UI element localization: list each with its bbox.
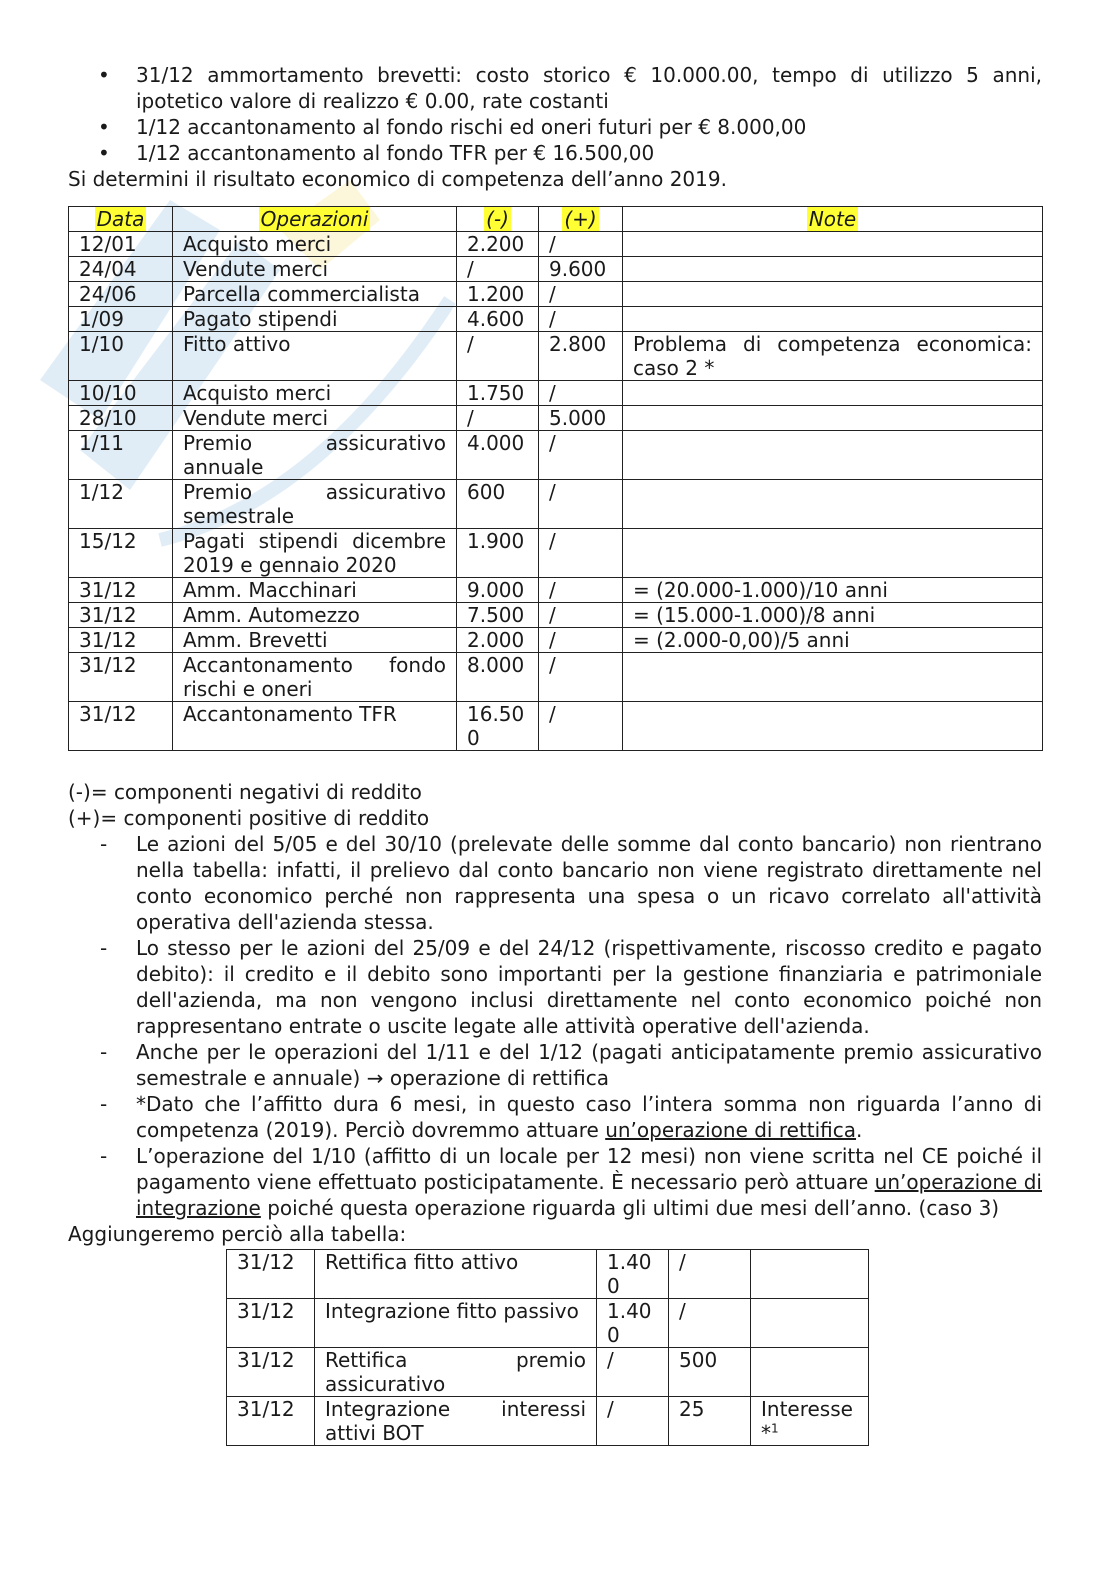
cell-minus: 9.000 — [457, 578, 539, 603]
cell-note — [623, 307, 1043, 332]
table-row — [69, 282, 1043, 307]
cell-plus: / — [669, 1250, 751, 1299]
cell-operation: Accantonamento TFR — [173, 702, 457, 751]
cell-plus: / — [539, 282, 623, 307]
cell-minus: / — [457, 332, 539, 381]
cell-plus: / — [669, 1299, 751, 1348]
header-data: Data — [96, 207, 145, 231]
cell-minus: / — [457, 257, 539, 282]
underlined-term: un’operazione di rettifica — [605, 1118, 857, 1142]
cell-date: 31/12 — [69, 653, 173, 702]
cell-note: = (20.000-1.000)/10 anni — [623, 578, 1043, 603]
cell-operation: Pagato stipendi — [173, 307, 457, 332]
cell-minus: / — [597, 1397, 669, 1446]
table-row — [69, 381, 1043, 406]
cell-note: = (15.000-1.000)/8 anni — [623, 603, 1043, 628]
cell-minus: / — [457, 406, 539, 431]
table-row — [69, 529, 1043, 578]
cell-date: 31/12 — [227, 1397, 315, 1446]
list-item: • 1/12 accantonamento al fondo TFR per € 16.500,00 — [98, 141, 655, 165]
cell-date: 31/12 — [69, 702, 173, 751]
cell-date: 10/10 — [69, 381, 173, 406]
adjustments-table — [226, 1249, 869, 1446]
table-row — [227, 1397, 869, 1446]
cell-plus: / — [539, 628, 623, 653]
list-item: • 1/12 accantonamento al fondo rischi ed oneri futuri per € 8.000,00 — [98, 115, 807, 139]
header-minus: (-) — [486, 207, 509, 231]
header-note: Note — [808, 207, 857, 231]
cell-plus: / — [539, 603, 623, 628]
table-row — [69, 480, 1043, 529]
cell-date: 31/12 — [69, 603, 173, 628]
table-row — [69, 603, 1043, 628]
cell-plus: 5.000 — [539, 406, 623, 431]
cell-minus: 1.900 — [457, 529, 539, 578]
table-row — [227, 1250, 869, 1299]
cell-minus: 4.000 — [457, 431, 539, 480]
cell-minus: 16.50 0 — [457, 702, 539, 751]
cell-operation: Accantonamento fondo rischi e oneri — [173, 653, 457, 702]
cell-note — [751, 1250, 869, 1299]
table-row — [227, 1299, 869, 1348]
cell-date: 31/12 — [69, 628, 173, 653]
table-row — [227, 1348, 869, 1397]
footnote-mark: 1 — [771, 1421, 779, 1436]
cell-minus: 4.600 — [457, 307, 539, 332]
cell-plus: / — [539, 381, 623, 406]
header-operazioni: Operazioni — [260, 207, 369, 231]
cell-operation: Vendute merci — [173, 406, 457, 431]
cell-operation: Rettifica premio assicurativo — [315, 1348, 597, 1397]
cell-minus: 1.40 0 — [597, 1299, 669, 1348]
cell-operation: Pagati stipendi dicembre 2019 e gennaio 2020 — [173, 529, 457, 578]
cell-minus: 2.000 — [457, 628, 539, 653]
cell-note — [751, 1299, 869, 1348]
cell-operation: Amm. Macchinari — [173, 578, 457, 603]
cell-minus: 1.750 — [457, 381, 539, 406]
list-item: - Anche per le operazioni del 1/11 e del 1/12 (pagati anticipatamente premio assicurativo semestrale e annuale) → operazione di rettifica — [100, 1040, 1042, 1090]
cell-operation: Premio assicurativo annuale — [173, 431, 457, 480]
cell-date: 15/12 — [69, 529, 173, 578]
cell-minus: 1.200 — [457, 282, 539, 307]
cell-date: 24/04 — [69, 257, 173, 282]
table-row — [69, 431, 1043, 480]
cell-plus: / — [539, 529, 623, 578]
cell-operation: Integrazione interessi attivi BOT — [315, 1397, 597, 1446]
legend-plus: (+)= componenti positive di reddito — [68, 806, 430, 830]
cell-minus: / — [597, 1348, 669, 1397]
table-row — [69, 307, 1043, 332]
cell-date: 31/12 — [69, 578, 173, 603]
cell-note — [623, 529, 1043, 578]
cell-plus: / — [539, 307, 623, 332]
cell-minus: 7.500 — [457, 603, 539, 628]
cell-date: 31/12 — [227, 1348, 315, 1397]
arrow-icon: → — [366, 1066, 384, 1090]
list-item: - Le azioni del 5/05 e del 30/10 (prelevate delle somme dal conto bancario) non rientrano nella tabella: infatti, il prelievo dal conto bancario non viene registrato direttamente nel conto economico perché non rappresenta una spesa o un ricavo correlato all'attività operativa dell'azienda stessa. — [100, 832, 1042, 934]
cell-note — [623, 282, 1043, 307]
legend-minus: (-)= componenti negativi di reddito — [68, 780, 422, 804]
cell-note — [623, 257, 1043, 282]
list-item: - Lo stesso per le azioni del 25/09 e del 24/12 (rispettivamente, riscosso credito e pagato debito): il credito e il debito sono importanti per la gestione finanziaria e patrimoniale dell'azienda, ma non vengono inclusi direttamente nel conto economico poiché non rappresentano entrate o uscite legate alle attività operative dell'azienda. — [100, 936, 1042, 1038]
underlined-term: un’operazione di integrazione — [136, 1170, 1042, 1220]
intro-bullet-list — [68, 62, 1042, 166]
document-page — [68, 62, 1042, 1446]
cell-date: 1/10 — [69, 332, 173, 381]
cell-minus: 2.200 — [457, 232, 539, 257]
cell-note — [623, 653, 1043, 702]
cell-note — [623, 232, 1043, 257]
table-row — [69, 257, 1043, 282]
cell-note — [623, 381, 1043, 406]
cell-note — [623, 431, 1043, 480]
cell-date: 1/11 — [69, 431, 173, 480]
cell-note — [623, 480, 1043, 529]
cell-note — [623, 406, 1043, 431]
cell-minus: 8.000 — [457, 653, 539, 702]
cell-plus: / — [539, 702, 623, 751]
cell-date: 1/09 — [69, 307, 173, 332]
notes-list — [68, 831, 1042, 1221]
cell-operation: Fitto attivo — [173, 332, 457, 381]
cell-minus: 600 — [457, 480, 539, 529]
legend — [68, 779, 1042, 831]
table-row — [69, 232, 1043, 257]
cell-operation: Amm. Automezzo — [173, 603, 457, 628]
table-row — [69, 578, 1043, 603]
cell-plus: / — [539, 431, 623, 480]
intro-question: Si determini il risultato economico di competenza dell’anno 2019. — [68, 167, 727, 191]
cell-minus: 1.40 0 — [597, 1250, 669, 1299]
table-row — [69, 702, 1043, 751]
list-item: - L’operazione del 1/10 (affitto di un locale per 12 mesi) non viene scritta nel CE poiché il pagamento viene effettuato posticipatamente. È necessario però attuare un’operazione di integrazione poiché questa operazione riguarda gli ultimi due mesi dell’anno. (caso 3) — [100, 1144, 1042, 1220]
cell-note: Problema di competenza economica: caso 2 * — [623, 332, 1043, 381]
cell-operation: Acquisto merci — [173, 381, 457, 406]
cell-operation: Amm. Brevetti — [173, 628, 457, 653]
table-row — [69, 332, 1043, 381]
cell-plus: 2.800 — [539, 332, 623, 381]
list-item: • 31/12 ammortamento brevetti: costo storico € 10.000.00, tempo di utilizzo 5 anni, ipotetico valore di realizzo € 0.00, rate costanti — [98, 63, 1042, 113]
cell-note: Interesse *$^1$ — [751, 1397, 869, 1446]
cell-plus: 9.600 — [539, 257, 623, 282]
header-plus: (+) — [564, 207, 597, 231]
cell-plus: 25 — [669, 1397, 751, 1446]
cell-operation: Vendute merci — [173, 257, 457, 282]
cell-note — [751, 1348, 869, 1397]
cell-plus: / — [539, 653, 623, 702]
cell-date: 28/10 — [69, 406, 173, 431]
add-intro: Aggiungeremo perciò alla tabella: — [68, 1222, 407, 1246]
cell-operation: Acquisto merci — [173, 232, 457, 257]
cell-date: 24/06 — [69, 282, 173, 307]
cell-plus: / — [539, 232, 623, 257]
cell-plus: 500 — [669, 1348, 751, 1397]
operations-table — [68, 206, 1043, 751]
table-row — [69, 406, 1043, 431]
cell-date: 31/12 — [227, 1299, 315, 1348]
table-header-row — [69, 207, 1043, 232]
cell-operation: Premio assicurativo semestrale — [173, 480, 457, 529]
cell-note: = (2.000-0,00)/5 anni — [623, 628, 1043, 653]
cell-operation: Integrazione fitto passivo — [315, 1299, 597, 1348]
list-item: - *Dato che l’affitto dura 6 mesi, in questo caso l’intera somma non riguarda l’anno di competenza (2019). Perciò dovremmo attuare un’operazione di rettifica. — [100, 1092, 1042, 1142]
cell-date: 31/12 — [227, 1250, 315, 1299]
cell-date: 1/12 — [69, 480, 173, 529]
cell-operation: Rettifica fitto attivo — [315, 1250, 597, 1299]
cell-operation: Parcella commercialista — [173, 282, 457, 307]
cell-note — [623, 702, 1043, 751]
table-row — [69, 628, 1043, 653]
table-row — [69, 653, 1043, 702]
cell-plus: / — [539, 480, 623, 529]
cell-date: 12/01 — [69, 232, 173, 257]
cell-plus: / — [539, 578, 623, 603]
